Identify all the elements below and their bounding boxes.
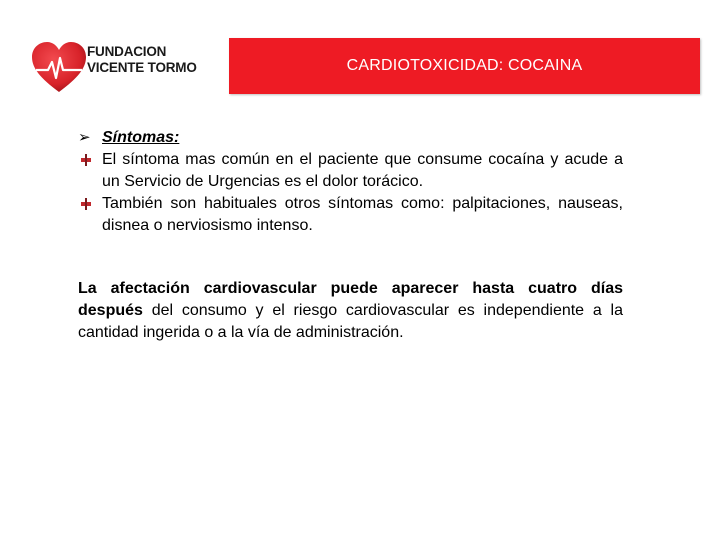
flag-bullet-icon — [81, 198, 91, 210]
paragraph-text: del consumo y el riesgo cardiovascular es independiente a la cantidad ingerida o a la vía de administración. — [78, 302, 623, 341]
symptom-text: El síntoma mas común en el paciente que consume cocaína y acude a un Servicio de Urgencias es el dolor torácico. — [102, 151, 623, 190]
symptom-item — [78, 149, 623, 193]
flag-bullet-icon — [81, 154, 91, 166]
symptoms-heading: Síntomas: — [102, 129, 180, 146]
slide-title: CARDIOTOXICIDAD: COCAINA — [346, 57, 583, 74]
symptom-item — [78, 193, 623, 237]
symptom-text: También son habituales otros síntomas como: palpitaciones, nauseas, disnea o nerviosismo intenso. — [102, 195, 623, 234]
arrow-bullet-icon: ➢ — [78, 129, 91, 146]
title-banner — [229, 38, 700, 94]
slide-content — [78, 127, 623, 344]
heart-icon — [30, 40, 88, 96]
logo-line-2: VICENTE TORMO — [87, 60, 197, 75]
summary-paragraph — [78, 278, 623, 344]
symptoms-heading-row — [78, 127, 623, 149]
logo-line-1: FUNDACION — [87, 44, 167, 59]
paragraph-bold-text: La afectación cardiovascular puede aparecer hasta cuatro días después — [78, 280, 623, 319]
fundacion-logo — [30, 40, 200, 96]
logo-text — [87, 44, 197, 76]
